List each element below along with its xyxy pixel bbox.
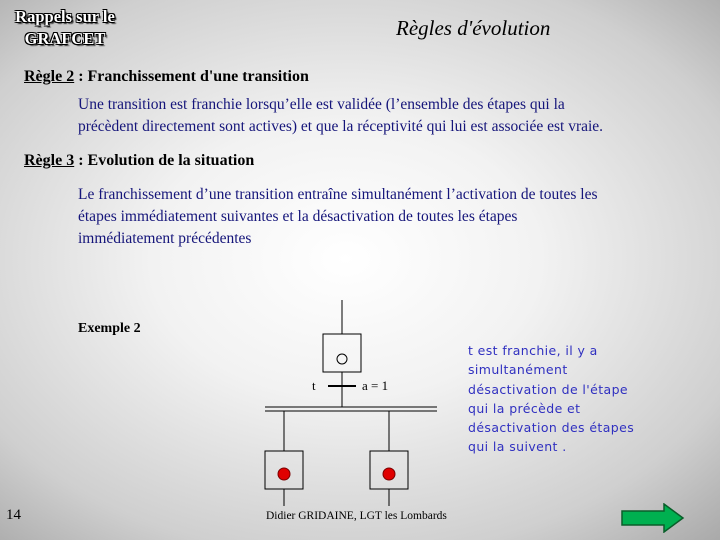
rule3-title: : Evolution de la situation bbox=[74, 152, 255, 169]
example-label: Exemple 2 bbox=[78, 321, 141, 336]
note-line: qui la suivent . bbox=[468, 439, 567, 455]
inactive-token-icon bbox=[337, 354, 347, 364]
active-token-icon bbox=[278, 468, 290, 480]
rule2-label: Règle 2 bbox=[24, 68, 75, 85]
rule2-title: : Franchissement d'une transition bbox=[74, 68, 309, 85]
course-title-line2: GRAFCET bbox=[24, 29, 106, 48]
rule2-line1: Une transition est franchie lorsqu’elle est validée (l’ensemble des étapes qui la bbox=[78, 96, 565, 113]
example-note bbox=[468, 341, 648, 457]
rule3-line3: immédiatement précédentes bbox=[78, 230, 252, 247]
rule3-line1: Le franchissement d’une transition entraîne simultanément l’activation de toutes les bbox=[78, 186, 598, 203]
note-line: désactivation des étapes bbox=[468, 420, 635, 436]
rule3-line2: étapes immédiatement suivantes et la désactivation de toutes les étapes bbox=[78, 208, 518, 225]
note-line: qui la précède et bbox=[468, 400, 581, 416]
active-token-icon bbox=[383, 468, 395, 480]
transition-name: t bbox=[312, 378, 316, 393]
note-line: désactivation de l'étape bbox=[468, 381, 629, 397]
rule2-line2: précèdent directement sont actives) et que la réceptivité qui lui est associée est vraie. bbox=[78, 118, 604, 135]
footer-author: Didier GRIDAINE, LGT les Lombards bbox=[266, 510, 447, 522]
slide-title: Règles d'évolution bbox=[396, 16, 551, 40]
page-number: 14 bbox=[6, 507, 21, 523]
right-arrow-icon[interactable] bbox=[622, 504, 683, 532]
course-title-line1: Rappels sur le bbox=[15, 7, 115, 26]
upper-step bbox=[323, 334, 361, 372]
next-slide-button[interactable] bbox=[620, 503, 686, 533]
receptivity: a = 1 bbox=[362, 378, 389, 393]
rule3-label: Règle 3 bbox=[24, 152, 75, 169]
note-line: t est franchie, il y a bbox=[468, 343, 598, 358]
note-line: simultanément bbox=[468, 362, 568, 378]
